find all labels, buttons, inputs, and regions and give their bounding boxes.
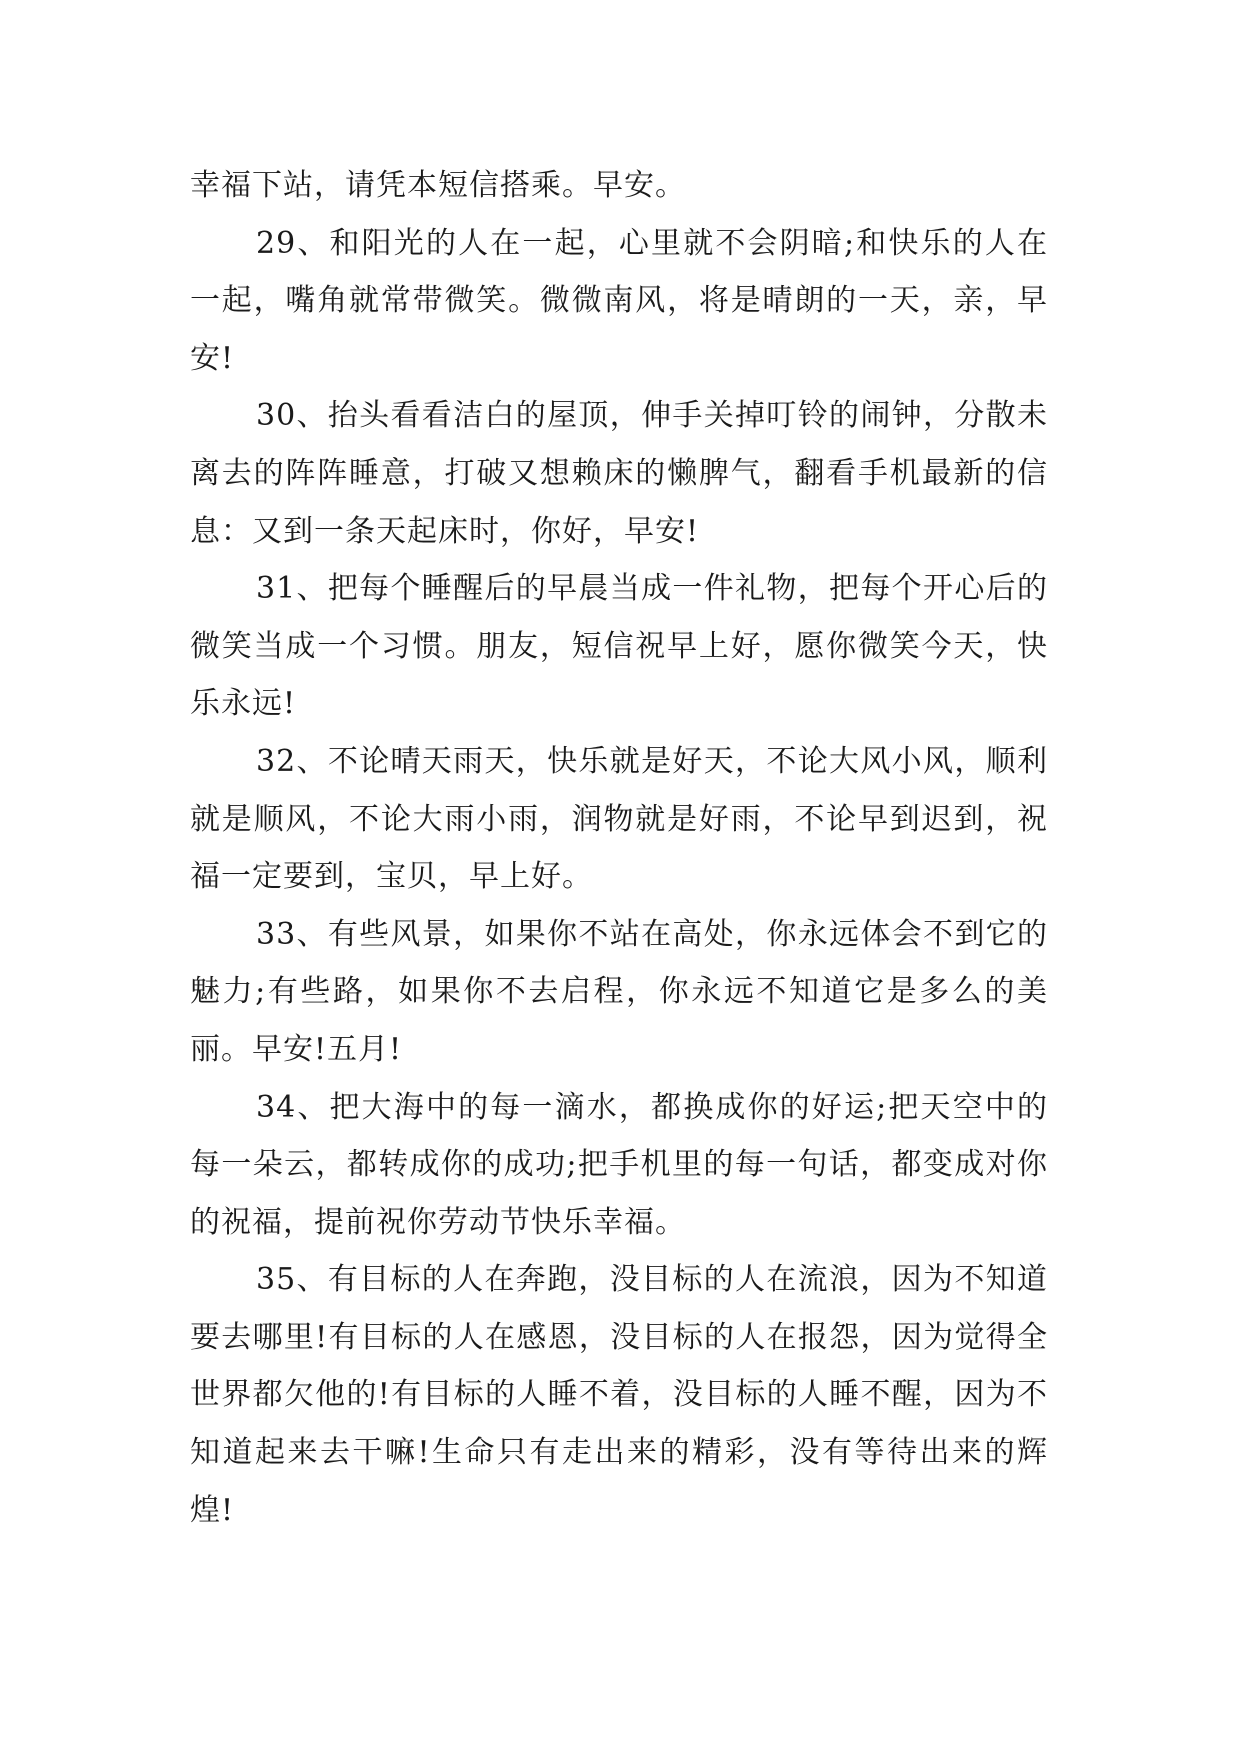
document-body (190, 157, 1048, 1539)
paragraph-30: 30、抬头看看洁白的屋顶，伸手关掉叮铃的闹钟，分散未离去的阵阵睡意，打破又想赖床的懒脾气，翻看手机最新的信息：又到一条天起床时，你好，早安! (190, 398, 1048, 549)
paragraph-33: 33、有些风景，如果你不站在高处，你永远体会不到它的魅力;有些路，如果你不去启程，你永远不知道它是多么的美丽。早安!五月! (190, 916, 1048, 1067)
paragraph-35: 35、有目标的人在奔跑，没目标的人在流浪，因为不知道要去哪里!有目标的人在感恩，没目标的人在报怨，因为觉得全世界都欠他的!有目标的人睡不着，没目标的人睡不醒，因为不知道起来去干嘛!生命只有走出来的精彩，没有等待出来的辉煌! (190, 1262, 1048, 1528)
paragraph-32: 32、不论晴天雨天，快乐就是好天，不论大风小风，顺利就是顺风，不论大雨小雨，润物就是好雨，不论早到迟到，祝福一定要到，宝贝，早上好。 (190, 743, 1048, 895)
paragraph-34: 34、把大海中的每一滴水，都换成你的好运;把天空中的每一朵云，都转成你的成功;把手机里的每一句话，都变成对你的祝福，提前祝你劳动节快乐幸福。 (190, 1089, 1048, 1240)
paragraph-31: 31、把每个睡醒后的早晨当成一件礼物，把每个开心后的微笑当成一个习惯。朋友，短信祝早上好，愿你微笑今天，快乐永远! (190, 571, 1048, 722)
paragraph-29: 29、和阳光的人在一起，心里就不会阴暗;和快乐的人在一起，嘴角就常带微笑。微微南风，将是晴朗的一天，亲，早安! (190, 225, 1048, 376)
paragraph-continuation: 幸福下站，请凭本短信搭乘。早安。 (190, 168, 686, 203)
